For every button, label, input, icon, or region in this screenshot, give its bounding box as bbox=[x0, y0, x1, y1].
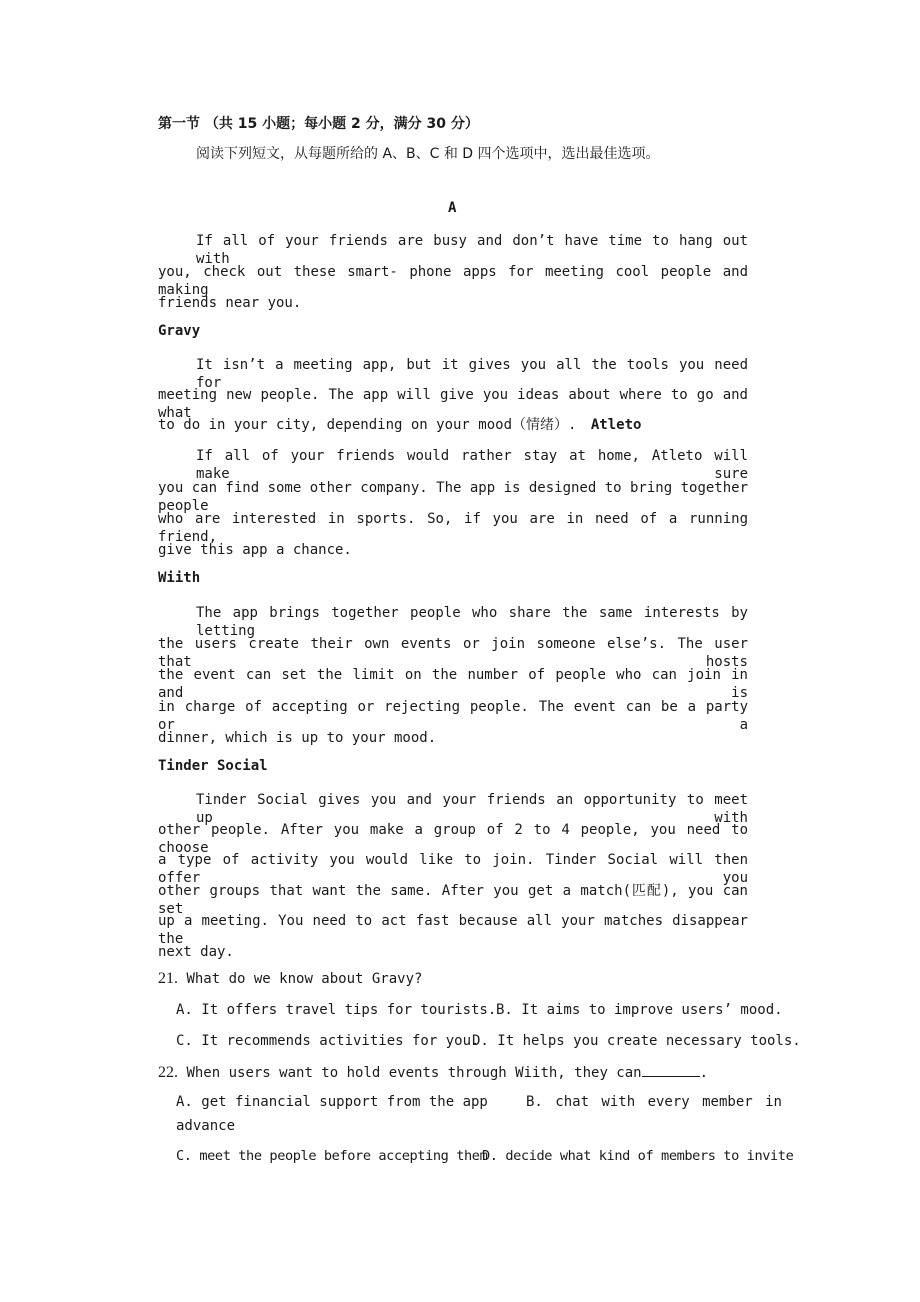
atleto-line-2: you can find some other company. The app is designed to bring together people bbox=[158, 480, 749, 514]
q22-option-d: D. decide what kind of members to invite bbox=[482, 1148, 794, 1164]
gravy-line-3-text: to do in your city, depending on your mood（情绪）. bbox=[158, 417, 577, 433]
section-instruction: 阅读下列短文，从每题所给的 A、B、C 和 D 四个选项中，选出最佳选项。 bbox=[196, 146, 660, 162]
q21-option-c: C. It recommends activities for you. bbox=[176, 1033, 480, 1049]
question-21-number: 21. bbox=[158, 970, 178, 987]
intro-line-2: you, check out these smart- phone apps for meeting cool people and making bbox=[158, 264, 748, 298]
wiith-line-2: the users create their own events or join someone else’s. The user that hosts bbox=[158, 636, 748, 670]
question-22-stem: When users want to hold events through Wiith, they can bbox=[186, 1065, 642, 1081]
atleto-line-3: who are interested in sports. So, if you are in need of a running friend, bbox=[158, 511, 748, 545]
intro-line-3: friends near you. bbox=[158, 295, 302, 311]
q22-option-b-cont: advance bbox=[176, 1118, 236, 1134]
gravy-title: Gravy bbox=[158, 323, 201, 339]
atleto-title: Atleto bbox=[590, 417, 642, 433]
gravy-line-1: It isn’t a meeting app, but it gives you all the tools you need for bbox=[196, 357, 748, 391]
q21-option-b: B. It aims to improve users’ mood. bbox=[496, 1002, 783, 1018]
wiith-line-5: dinner, which is up to your mood. bbox=[158, 730, 437, 746]
tinder-line-6: next day. bbox=[158, 944, 234, 960]
question-21 bbox=[158, 970, 422, 988]
wiith-title: Wiith bbox=[158, 570, 201, 586]
q22-option-a: A. get financial support from the app bbox=[176, 1094, 488, 1110]
question-22-stem-end: . bbox=[699, 1065, 709, 1081]
wiith-line-1: The app brings together people who share the same interests by letting bbox=[196, 605, 748, 639]
q21-option-a: A. It offers travel tips for tourists. bbox=[176, 1002, 497, 1018]
wiith-line-3: the event can set the limit on the number of people who can join in and is bbox=[158, 667, 748, 701]
tinder-line-3: a type of activity you would like to join. Tinder Social will then offer you bbox=[158, 852, 748, 886]
wiith-line-4: in charge of accepting or rejecting people. The event can be a party or a bbox=[158, 699, 748, 733]
q22-option-b: B. chat with every member in bbox=[526, 1094, 782, 1110]
gravy-line-3 bbox=[158, 416, 641, 434]
atleto-line-4: give this app a chance. bbox=[158, 542, 352, 558]
tinder-title: Tinder Social bbox=[158, 758, 268, 774]
tinder-line-4: other groups that want the same. After you get a match(匹配), you can set bbox=[158, 883, 748, 917]
q21-option-d: D. It helps you create necessary tools. bbox=[472, 1033, 801, 1049]
tinder-line-2: other people. After you make a group of 2 to 4 people, you need to choose bbox=[158, 822, 748, 856]
answer-blank bbox=[642, 1062, 700, 1077]
question-22 bbox=[158, 1062, 708, 1082]
tinder-line-1: Tinder Social gives you and your friends an opportunity to meet up with bbox=[196, 792, 748, 826]
passage-label: A bbox=[448, 200, 457, 216]
section-header: 第一节 （共 15 小题；每小题 2 分，满分 30 分） bbox=[158, 116, 479, 132]
atleto-line-1: If all of your friends would rather stay at home, Atleto will make sure bbox=[196, 448, 748, 482]
question-22-number: 22. bbox=[158, 1064, 178, 1081]
intro-line-1: If all of your friends are busy and don’t have time to hang out with bbox=[196, 233, 748, 267]
tinder-line-5: up a meeting. You need to act fast because all your matches disappear the bbox=[158, 913, 748, 947]
q22-option-c: C. meet the people before accepting them bbox=[176, 1148, 488, 1164]
question-21-stem: What do we know about Gravy? bbox=[186, 971, 423, 987]
gravy-line-2: meeting new people. The app will give you ideas about where to go and what bbox=[158, 387, 748, 421]
